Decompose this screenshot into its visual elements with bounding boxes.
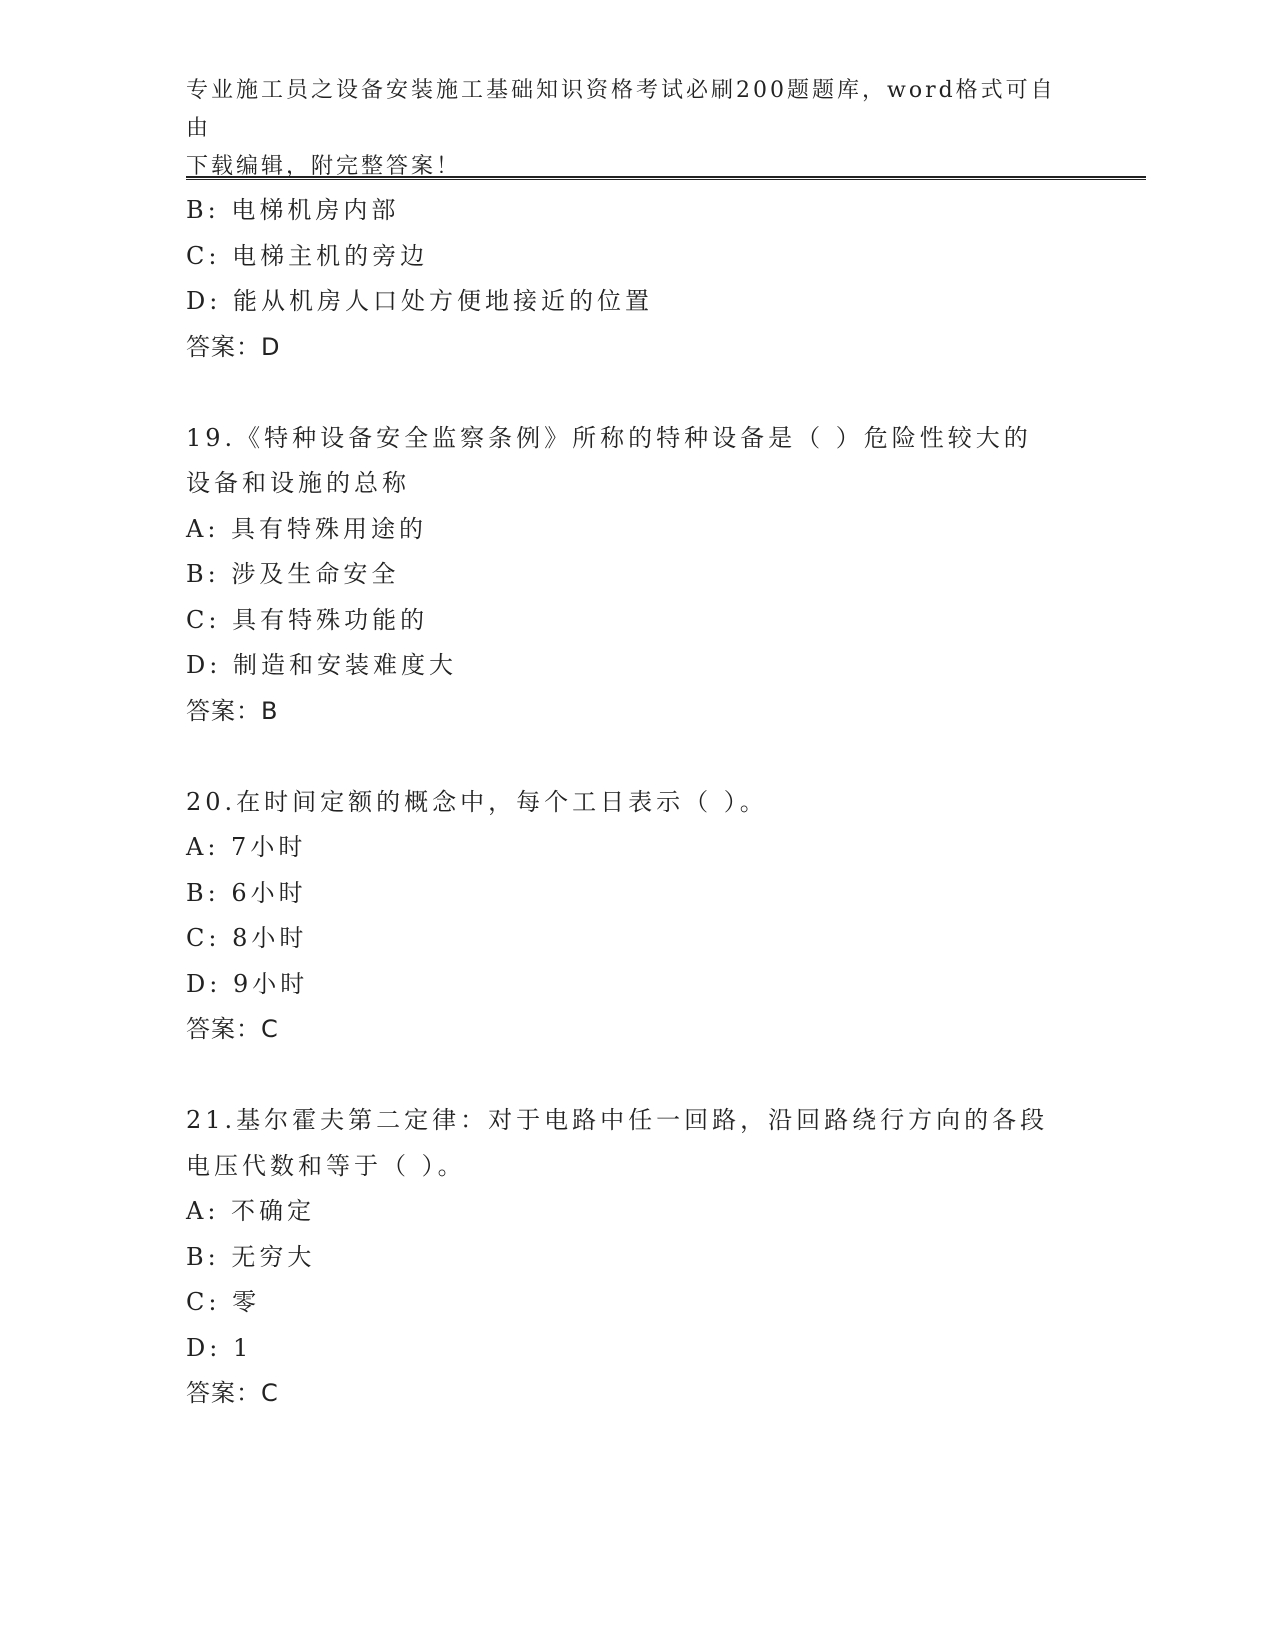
question-stem: 20.在时间定额的概念中，每个工日表示（ ）。 xyxy=(186,787,768,816)
option-d: D: 能从机房人口处方便地接近的位置 xyxy=(186,287,653,315)
answer-line: 答案：C xyxy=(186,1015,279,1043)
option-b: B: 6小时 xyxy=(186,878,307,907)
option-a: A: 具有特殊用途的 xyxy=(186,514,428,543)
header-divider xyxy=(186,176,1146,180)
question-19 xyxy=(186,416,1086,735)
question-18-continued xyxy=(186,188,1086,370)
answer-line: 答案：C xyxy=(186,1379,279,1407)
question-21 xyxy=(186,1098,1086,1417)
spacer xyxy=(186,734,1086,780)
document-header xyxy=(186,72,1066,186)
option-a: A: 不确定 xyxy=(186,1197,316,1225)
spacer xyxy=(186,1053,1086,1099)
option-c: C: 8小时 xyxy=(186,924,308,952)
question-stem: 21.基尔霍夫第二定律：对于电路中任一回路，沿回路绕行方向的各段 xyxy=(186,1106,1049,1134)
option-b: B: 涉及生命安全 xyxy=(186,560,400,588)
question-20 xyxy=(186,780,1086,1053)
question-list xyxy=(186,188,1086,1417)
header-title-line-2: 下载编辑，附完整答案！ xyxy=(186,154,462,179)
header-title-line-1: 专业施工员之设备安装施工基础知识资格考试必刷200题题库，word格式可自由 xyxy=(186,78,1056,141)
option-c: C: 电梯主机的旁边 xyxy=(186,241,429,270)
option-c: C: 具有特殊功能的 xyxy=(186,605,429,634)
answer-line: 答案：D xyxy=(186,332,281,361)
question-stem: 19.《特种设备安全监察条例》所称的特种设备是（ ）危险性较大的 xyxy=(186,423,1032,452)
option-b: B: 电梯机房内部 xyxy=(186,196,400,224)
spacer xyxy=(186,370,1086,416)
option-d: D: 9小时 xyxy=(186,969,309,998)
question-stem-continued: 电压代数和等于（ ）。 xyxy=(186,1151,466,1180)
option-a: A: 7小时 xyxy=(186,833,307,861)
option-d: D: 制造和安装难度大 xyxy=(186,651,457,679)
option-c: C: 零 xyxy=(186,1288,261,1316)
question-stem-continued: 设备和设施的总称 xyxy=(186,469,410,497)
option-d: D: 1 xyxy=(186,1333,253,1362)
option-b: B: 无穷大 xyxy=(186,1242,316,1271)
answer-line: 答案：B xyxy=(186,696,279,725)
